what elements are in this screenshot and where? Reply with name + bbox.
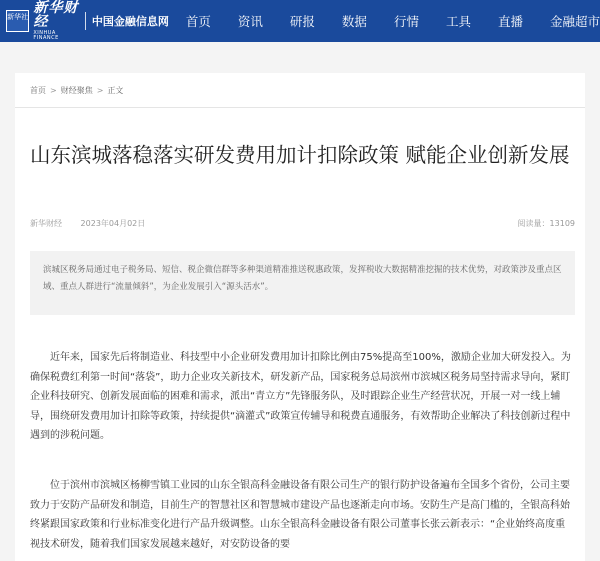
- article-container: [15, 73, 585, 561]
- nav-item-finance-market[interactable]: 金融超市: [549, 14, 600, 29]
- breadcrumb-separator: >: [96, 86, 104, 95]
- nav-item-data[interactable]: 数据: [341, 14, 367, 29]
- nav-item-quotes[interactable]: 行情: [393, 14, 419, 29]
- logo-tagline: 中国金融信息网: [91, 15, 169, 28]
- article-title: 山东滨城落稳落实研发费用加计扣除政策 赋能企业创新发展: [30, 143, 570, 167]
- logo-divider: [85, 12, 86, 30]
- article-date: 2023年04月02日: [80, 219, 146, 228]
- article-views: 阅读量：13109: [517, 219, 575, 228]
- nav-item-news[interactable]: 资讯: [237, 14, 263, 29]
- site-logo[interactable]: [0, 0, 169, 42]
- logo-brand-en: XINHUA FINANCE: [33, 30, 59, 41]
- article-paragraph: 位于滨州市滨城区杨柳雪镇工业园的山东全银高科金融设备有限公司生产的银行防护设备遍布全国多个省份，公司主要致力于安防产品研发和制造，目前生产的智慧社区和智慧城市建设产品也逐渐走向市场。安防生产是高门槛的，全银高科始终紧跟国家政策和行业标准变化进行产品升级调整。山东全银高科金融设备有限公司董事长张云新表示：“企业始终高度重视技术研发，随着我们国家发展越来越好，对安防设备的要: [30, 480, 570, 550]
- article-summary: 滨城区税务局通过电子税务局、短信、税企微信群等多种渠道精准推送税惠政策，发挥税收大数据精准挖掘的技术优势，对政策涉及重点区域、重点人群进行“流量倾斜”，为企业发展引入“源头活水”。: [30, 251, 575, 315]
- breadcrumb: [30, 85, 123, 96]
- main-nav: [186, 12, 600, 30]
- article-source: 新华财经: [30, 219, 62, 228]
- breadcrumb-current: 正文: [107, 86, 124, 95]
- logo-brand-cn: 新华财经: [33, 0, 79, 30]
- nav-item-home[interactable]: 首页: [185, 14, 211, 29]
- xinhua-badge-icon: 新华社: [6, 10, 29, 32]
- nav-item-tools[interactable]: 工具: [445, 14, 471, 29]
- nav-item-live[interactable]: 直播: [497, 14, 523, 29]
- article-meta: [30, 218, 575, 229]
- breadcrumb-finance-focus[interactable]: 财经聚焦: [60, 86, 93, 95]
- logo-brand: [33, 1, 79, 41]
- breadcrumb-divider: [15, 107, 585, 108]
- breadcrumb-home[interactable]: 首页: [30, 86, 46, 95]
- breadcrumb-separator: >: [50, 86, 57, 95]
- nav-item-research[interactable]: 研报: [289, 14, 315, 29]
- article-paragraph: 近年来，国家先后将制造业、科技型中小企业研发费用加计扣除比例由75%提高至100%，激励企业加大研发投入。为确保税费红利第一时间“落袋”，助力企业攻关新技术，研发新产品，国家税务总局滨州市滨城区税务局坚持需求导向，紧盯企业科技研究、创新发展面临的困难和需求，派出“青立方”先锋服务队，及时跟踪企业生产经营状况，开展一对一线上辅导，围绕研发费用加计扣除等政策，持续提供“滴灌式”政策宣传辅导和税费直通服务，有效帮助企业解决了科技创新过程中遇到的涉税问题。: [30, 352, 571, 441]
- top-navigation-bar: [0, 0, 600, 42]
